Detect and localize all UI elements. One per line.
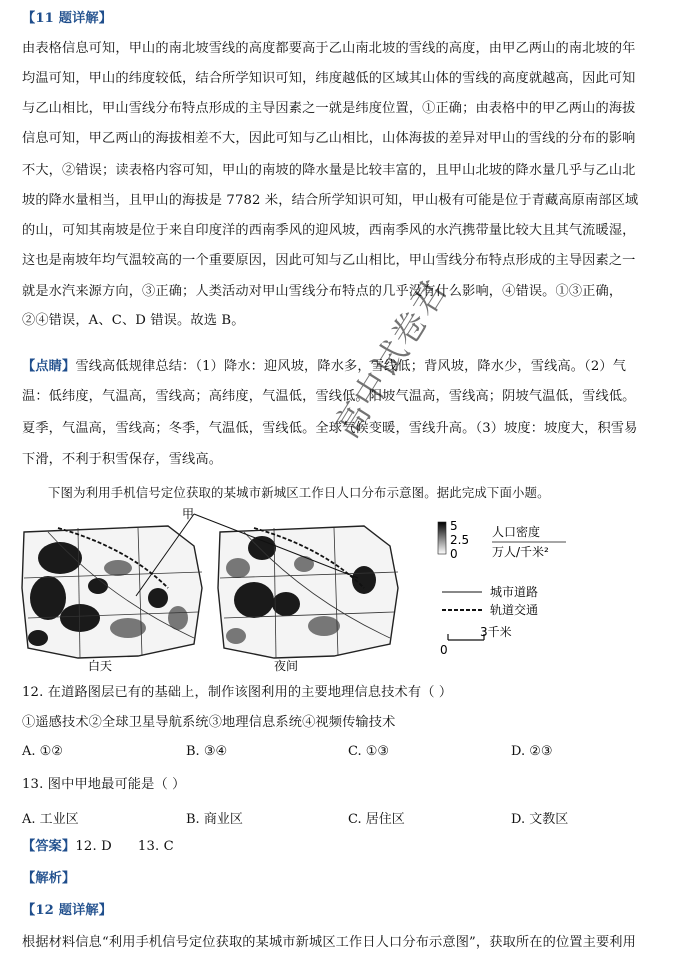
day-map — [22, 526, 202, 673]
q11-line: 就是水汽来源方向，③正确；人类活动对甲山雪线分布特点的几乎没有什么影响，④错误。①③正确， — [22, 284, 623, 299]
answer-label: 【答案】 — [22, 839, 76, 854]
q12-explanation-line: 根据材料信息“利用手机信号定位获取的某城市新城区工作日人口分布示意图”，获取所在的位置主要利用 — [22, 935, 636, 950]
q11-line: 信息可知，甲乙两山的海拔相差不大，因此可知与乙山相比，山体海拔的差异对甲山的雪线的分布的影响 — [22, 131, 636, 146]
scale-value-low: 0 — [450, 547, 458, 561]
q13-option-d: D. 文教区 — [511, 812, 569, 827]
point-jia-label: 甲 — [182, 508, 195, 521]
figure-caption: 下图为利用手机信号定位获取的某城市新城区工作日人口分布示意图。据此完成下面小题。 — [48, 485, 550, 500]
q11-header: 【11 题详解】 — [22, 11, 113, 26]
night-map — [218, 526, 398, 673]
density-unit: 万人/千米² — [492, 545, 549, 559]
answer-line — [22, 838, 674, 856]
q12-stem: 12. 在道路图层已有的基础上，制作该图利用的主要地理信息技术有（ ） — [22, 685, 453, 700]
road-label: 城市道路 — [490, 585, 539, 599]
q11-line: 由表格信息可知，甲山的南北坡雪线的高度都要高于乙山南北坡的雪线的高度，由甲乙两山的南北坡的年 — [22, 41, 636, 56]
night-label: 夜间 — [274, 659, 299, 673]
q11-line: 坡的降水量相当，且甲山的海拔是 7782 米，结合所学知识可知，甲山极有可能是位于青藏高原南部区域 — [22, 193, 639, 208]
q11-line: 均温可知，甲山的纬度较低，结合所学知识可知，纬度越低的区域其山体的雪线的高度就越高，因此可知 — [22, 71, 636, 86]
rail-label: 轨道交通 — [490, 603, 539, 617]
q12-option-c: C. ①③ — [348, 744, 390, 759]
q12-option-d: D. ②③ — [511, 744, 553, 759]
answer-values: 12. D 13. C — [75, 839, 174, 854]
scale-bar-start: 0 — [440, 643, 448, 657]
q12-option-b: B. ③④ — [186, 744, 228, 759]
q11-line: 不大，②错误；读表格内容可知，甲山的南坡的降水量是比较丰富的，且甲山北坡的降水量几乎与乙山北 — [22, 163, 636, 178]
watermark: 高中试卷君 — [326, 271, 457, 446]
density-title: 人口密度 — [492, 525, 541, 539]
q13-option-a: A. 工业区 — [22, 812, 79, 827]
q11-line: 的山，可知其南坡是位于来自印度洋的西南季风的迎风坡，西南季风的水汽携带量比较大且其气流暖湿， — [22, 223, 636, 238]
tip-line-2: 夏季，气温高，雪线高；冬季，气温低，雪线低。全球气候变暖，雪线升高。（3）坡度：坡度大，积雪易 — [22, 421, 638, 436]
population-map-figure — [18, 508, 678, 673]
q11-line: 这也是南坡年均气温较高的一个重要原因，因此可知与乙山相比，甲山雪线分布特点形成的主导因素之一 — [22, 253, 636, 268]
day-label: 白天 — [88, 659, 113, 673]
q13-stem: 13. 图中甲地最可能是（ ） — [22, 777, 186, 792]
q12-items: ①遥感技术②全球卫星导航系统③地理信息系统④视频传输技术 — [22, 715, 396, 730]
q11-line: ②④错误，A、C、D 错误。故选 B。 — [22, 313, 245, 328]
q13-option-b: B. 商业区 — [186, 812, 243, 827]
analysis-label: 【解析】 — [22, 871, 76, 886]
tip-line-3: 下滑，不利于积雪保存，雪线高。 — [22, 452, 223, 467]
map-legend — [438, 519, 566, 657]
q13-option-c: C. 居住区 — [348, 812, 405, 827]
q11-line: 与乙山相比，甲山雪线分布特点形成的主导因素之一就是纬度位置，①正确；由表格中的甲乙两山的海拔 — [22, 101, 636, 116]
tip-line-0: 雪线高低规律总结：（1）降水：迎风坡，降水多，雪线低；背风坡，降水少，雪线高。（2）气 — [75, 359, 627, 374]
tip-line-1: 温：低纬度，气温高，雪线高；高纬度，气温低，雪线低。阳坡气温高，雪线高；阴坡气温低，雪线低。 — [22, 389, 636, 404]
scale-bar-end: 3千米 — [480, 625, 512, 639]
scale-value-high: 5 — [450, 519, 458, 533]
q12-option-a: A. ①② — [22, 744, 63, 759]
tip-header: 【点睛】 — [22, 359, 76, 374]
scale-value-mid: 2.5 — [450, 533, 470, 547]
q12-explanation-header: 【12 题详解】 — [22, 903, 113, 918]
